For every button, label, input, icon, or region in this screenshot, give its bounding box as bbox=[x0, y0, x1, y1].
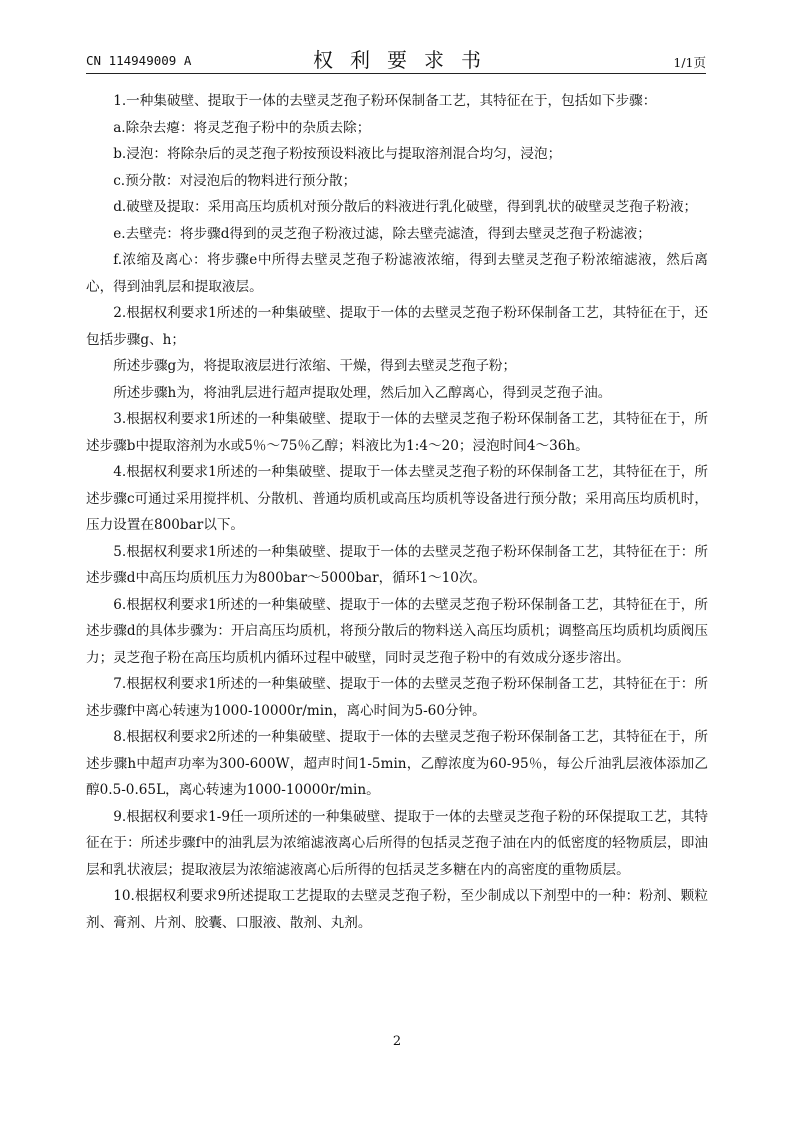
claim-1-step-c: c.预分散：对浸泡后的物料进行预分散； bbox=[113, 172, 357, 189]
claim-1-intro: 1.一种集破壁、提取于一体的去壁灵芝孢子粉环保制备工艺，其特征在于，包括如下步骤： bbox=[113, 93, 657, 109]
claim-1-step-d: d.破壁及提取：采用高压均质机对预分散后的料液进行乳化破壁，得到乳状的破壁灵芝孢子粉液； bbox=[113, 199, 698, 215]
claim-1-step-a: a.除杂去瘪：将灵芝孢子粉中的杂质去除； bbox=[113, 119, 371, 136]
claim-2-step-h: 所述步骤h为，将油乳层进行超声提取处理，然后加入乙醇离心，得到灵芝孢子油。 bbox=[113, 384, 612, 401]
claim-1-step-b: b.浸泡：将除杂后的灵芝孢子粉按预设料液比与提取溶剂混合均匀，浸泡； bbox=[113, 146, 562, 162]
claim-6: 6.根据权利要求1所述的一种集破壁、提取于一体的去壁灵芝孢子粉环保制备工艺，其特征在于，所述步骤d的具体步骤为：开启高压均质机，将预分散后的物料送入高压均质机；调整高压均质机均质阀压力；灵芝孢子粉在高压均质机内循环过程中破壁，同时灵芝孢子粉中的有效成分逐步溶出。 bbox=[86, 596, 708, 666]
claim-2-step-g: 所述步骤g为，将提取液层进行浓缩、干燥，得到去壁灵芝孢子粉； bbox=[113, 358, 517, 374]
document-title: 权利要求书 bbox=[313, 48, 498, 72]
claims-body bbox=[86, 88, 708, 936]
claim-1-step-f: f.浓缩及离心：将步骤e中所得去壁灵芝孢子粉滤液浓缩，得到去壁灵芝孢子粉浓缩滤液，然后离心，得到油乳层和提取液层。 bbox=[86, 252, 708, 295]
claim-8: 8.根据权利要求2所述的一种集破壁、提取于一体的去壁灵芝孢子粉环保制备工艺，其特征在于，所述步骤h中超声功率为300-600W，超声时间1-5min，乙醇浓度为60-95％，每公斤油乳层液体添加乙醇0.5-0.65L，离心转速为1000-10000r/min。 bbox=[86, 729, 708, 798]
patent-number: CN 114949009 A bbox=[86, 53, 192, 68]
claim-10: 10.根据权利要求9所述提取工艺提取的去壁灵芝孢子粉，至少制成以下剂型中的一种：粉剂、颗粒剂、膏剂、片剂、胶囊、口服液、散剂、丸剂。 bbox=[86, 888, 708, 931]
claim-1-step-e: e.去壁壳：将步骤d得到的灵芝孢子粉液过滤，除去壁壳滤渣，得到去壁灵芝孢子粉滤液； bbox=[113, 225, 651, 242]
claim-2: 2.根据权利要求1所述的一种集破壁、提取于一体的去壁灵芝孢子粉环保制备工艺，其特征在于，还包括步骤g、h； bbox=[86, 305, 708, 348]
claim-4: 4.根据权利要求1所述的一种集破壁、提取于一体去壁灵芝孢子粉的环保制备工艺，其特征在于，所述步骤c可通过采用搅拌机、分散机、普通均质机或高压均质机等设备进行预分散；采用高压均质机时，压力设置在800bar以下。 bbox=[86, 464, 708, 533]
header-divider bbox=[86, 73, 706, 74]
page-indicator: 1/1页 bbox=[673, 55, 706, 70]
claim-3: 3.根据权利要求1所述的一种集破壁、提取于一体的去壁灵芝孢子粉环保制备工艺，其特征在于，所述步骤b中提取溶剂为水或5％～75％乙醇；料液比为1:4～20；浸泡时间4～36h。 bbox=[86, 411, 708, 454]
claim-9: 9.根据权利要求1-9任一项所述的一种集破壁、提取于一体的去壁灵芝孢子粉的环保提取工艺，其特征在于：所述步骤f中的油乳层为浓缩滤液离心后所得的包括灵芝孢子油在内的低密度的轻物质层，即油层和乳状液层；提取液层为浓缩滤液离心后所得的包括灵芝多糖在内的高密度的重物质层。 bbox=[86, 808, 708, 878]
claim-7: 7.根据权利要求1所述的一种集破壁、提取于一体的去壁灵芝孢子粉环保制备工艺，其特征在于：所述步骤f中离心转速为1000-10000r/min，离心时间为5-60分钟。 bbox=[86, 676, 708, 719]
page-number: 2 bbox=[392, 1034, 402, 1049]
claim-5: 5.根据权利要求1所述的一种集破壁、提取于一体的去壁灵芝孢子粉环保制备工艺，其特征在于：所述步骤d中高压均质机压力为800bar～5000bar，循环1～10次。 bbox=[86, 543, 708, 586]
